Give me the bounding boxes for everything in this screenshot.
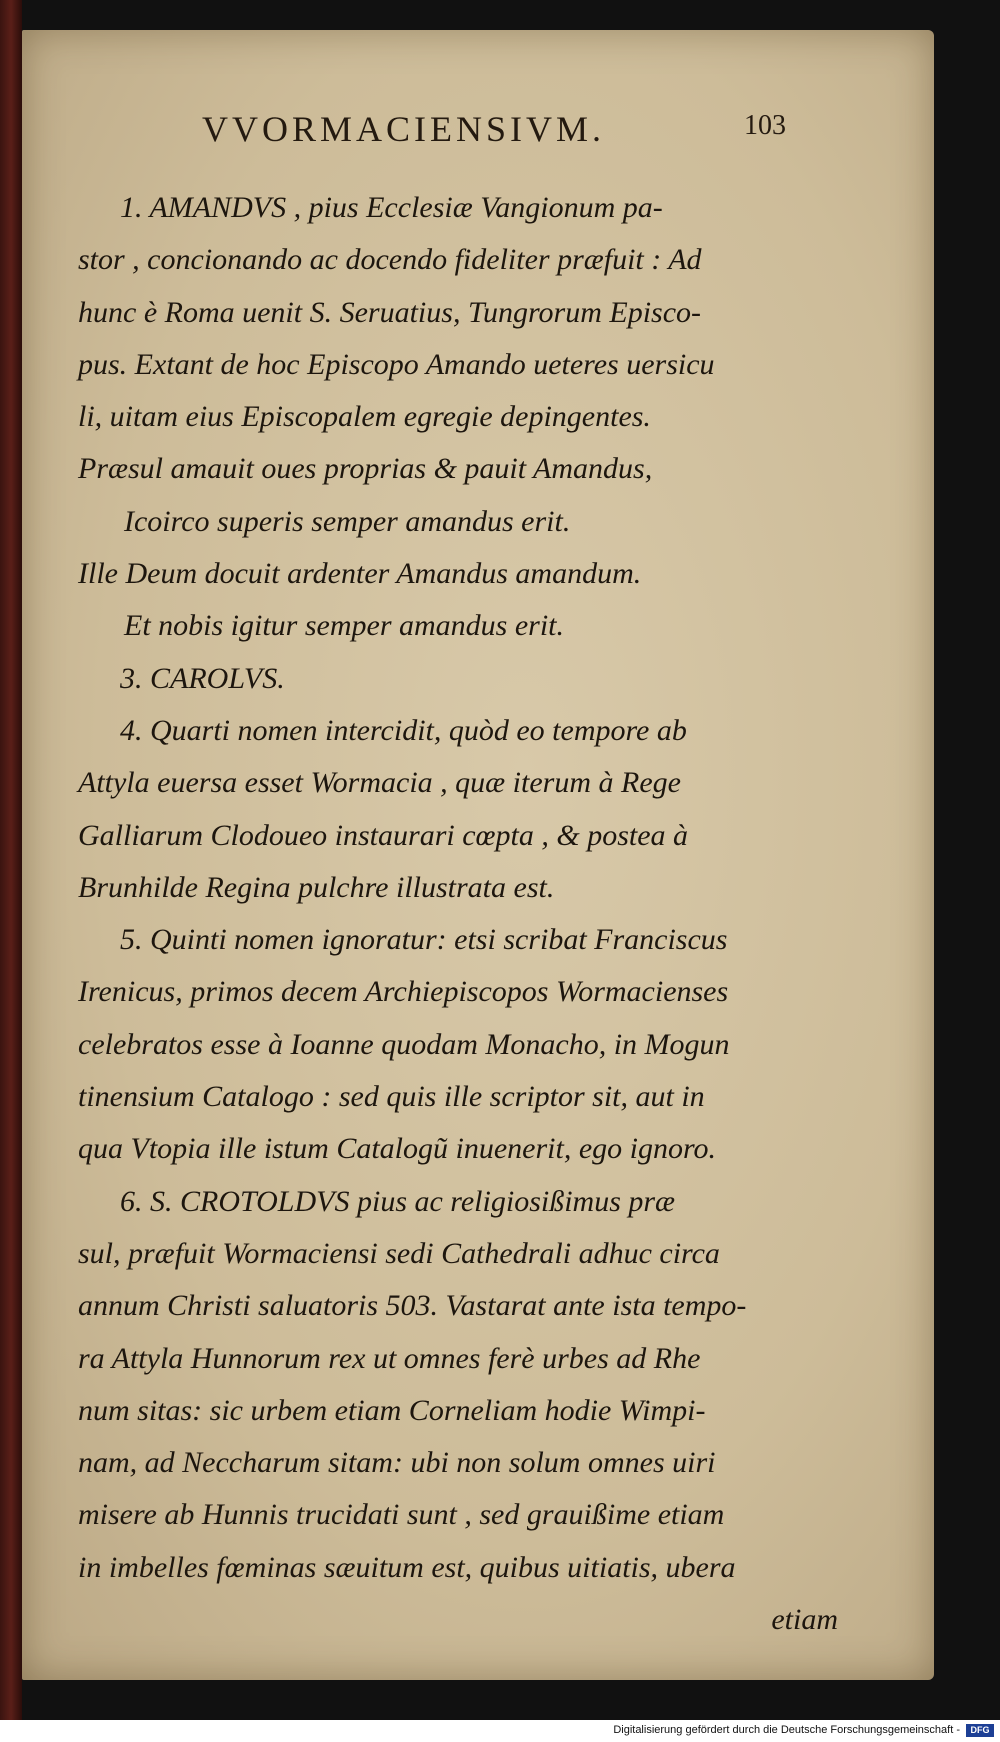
text-line: 5. Quinti nomen ignoratur: etsi scribat Franciscus [120,923,728,957]
text-line: in imbelles fœminas sæuitum est, quibus uitiatis, ubera [78,1550,736,1584]
text-line: etiam [771,1603,838,1637]
running-head: VVORMACIENSIVM. [202,109,606,149]
text-line: Irenicus, primos decem Archiepiscopos Wormacienses [78,975,729,1009]
text-line: misere ab Hunnis trucidati sunt , sed grauißime etiam [78,1498,725,1532]
text-line: Attyla euersa esset Wormacia , quæ iterum à Rege [78,766,681,800]
text-line: Galliarum Clodoueo instaurari cœpta , & postea à [78,818,689,852]
text-line: stor , concionando ac docendo fideliter præfuit : Ad [78,243,702,277]
book-page [22,30,934,1680]
book-binding [0,0,22,1742]
text-line: pus. Extant de hoc Episcopo Amando ueteres uersicu [78,347,715,381]
text-line: annum Christi saluatoris 503. Vastarat ante ista tempo- [78,1289,747,1323]
text-line: Et nobis igitur semper amandus erit. [124,609,564,643]
text-line: hunc è Roma uenit S. Seruatius, Tungrorum Episco- [78,295,702,329]
text-line: Præsul amauit oues proprias & pauit Amandus, [78,452,653,486]
text-line: qua Vtopia ille istum Catalogũ inuenerit, ego ignoro. [78,1132,717,1166]
page-header [22,108,934,168]
text-line: 3. CAROLVS. [120,661,285,695]
text-line: Brunhilde Regina pulchre illustrata est. [78,870,555,904]
text-line: num sitas: sic urbem etiam Corneliam hodie Wimpi- [78,1393,706,1427]
text-line: li, uitam eius Episcopalem egregie depingentes. [78,400,651,434]
text-line: 1. AMANDVS , pius Ecclesiæ Vangionum pa- [120,191,663,224]
text-line: sul, præfuit Wormaciensi sedi Cathedrali adhuc circa [78,1236,720,1270]
page-content [22,30,934,1680]
page-number: 103 [744,110,786,141]
text-line: tinensium Catalogo : sed quis ille scriptor sit, aut in [78,1080,705,1114]
body-text [78,182,838,1646]
text-line: ra Attyla Hunnorum rex ut omnes ferè urbes ad Rhe [78,1341,701,1375]
dfg-logo: DFG [966,1724,994,1737]
dfg-credit: Digitalisierung gefördert durch die Deutsche Forschungsgemeinschaft - [613,1724,960,1736]
text-line: Ille Deum docuit ardenter Amandus amandum. [78,557,642,591]
text-line: 4. Quarti nomen intercidit, quòd eo tempore ab [120,713,687,747]
text-line: 6. S. CROTOLDVS pius ac religiosißimus præ [120,1184,676,1218]
digitization-footer [0,1720,1000,1742]
text-line: celebratos esse à Ioanne quodam Monacho, in Mogun [78,1027,730,1061]
text-line: nam, ad Neccharum sitam: ubi non solum omnes uiri [78,1446,716,1480]
text-line: Icoirco superis semper amandus erit. [124,504,571,538]
